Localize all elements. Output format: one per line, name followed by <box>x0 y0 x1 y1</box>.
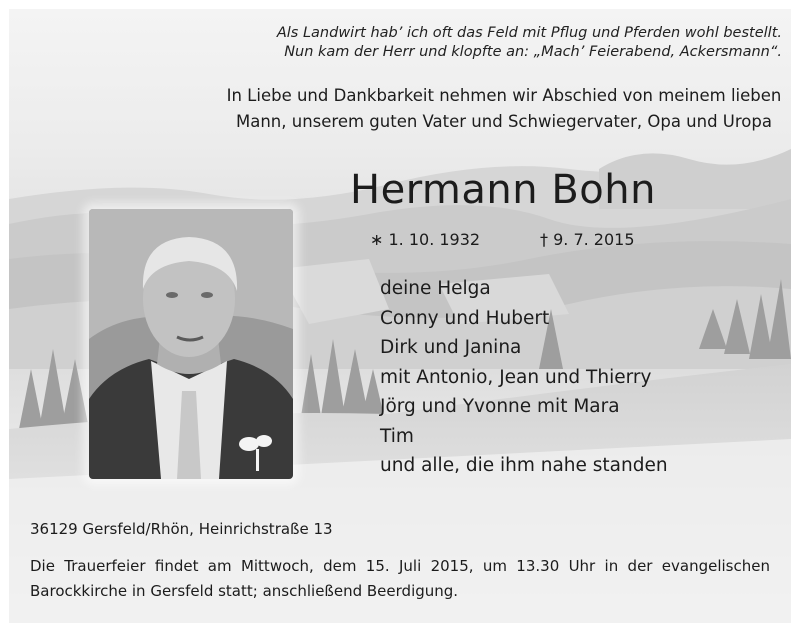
mourner-entry: deine Helga <box>380 278 491 299</box>
mourner-entry: mit Antonio, Jean und Thierry <box>380 366 652 388</box>
deceased-name: Hermann Bohn <box>350 167 656 213</box>
memorial-quote <box>277 24 782 62</box>
intro-line-1: In Liebe und Dankbarkeit nehmen wir Abschied von meinem lieben <box>226 86 782 105</box>
funeral-service-notice: Die Trauerfeier findet am Mittwoch, dem 15. Juli 2015, um 13.30 Uhr in der evangelischen Barockkirche in Gersfeld statt; anschließend Beerdigung. <box>30 557 770 600</box>
quote-line-1: Als Landwirt hab’ ich oft das Feld mit Pflug und Pferden wohl bestellt. <box>276 25 782 41</box>
quote-line-2: Nun kam der Herr und klopfte an: „Mach’ Feierabend, Ackersmann“. <box>284 44 782 60</box>
family-address: 36129 Gersfeld/Rhön, Heinrichstraße 13 <box>30 520 333 538</box>
death-date: † 9. 7. 2015 <box>540 230 635 249</box>
mourner-entry: Conny und Hubert <box>380 307 550 329</box>
intro-line-2: Mann, unserem guten Vater und Schwiegervater, Opa und Uropa <box>235 112 772 131</box>
portrait-photo <box>89 209 293 479</box>
birth-date: ∗ 1. 10. 1932 <box>370 230 481 249</box>
mourner-entry: und alle, die ihm nahe standen <box>380 455 668 476</box>
mourners-list <box>380 274 668 481</box>
farewell-intro <box>214 83 794 135</box>
mourner-entry: Dirk und Janina <box>380 337 522 358</box>
mourner-entry: Tim <box>380 425 414 447</box>
mourner-entry: Jörg und Yvonne mit Mara <box>380 396 620 417</box>
